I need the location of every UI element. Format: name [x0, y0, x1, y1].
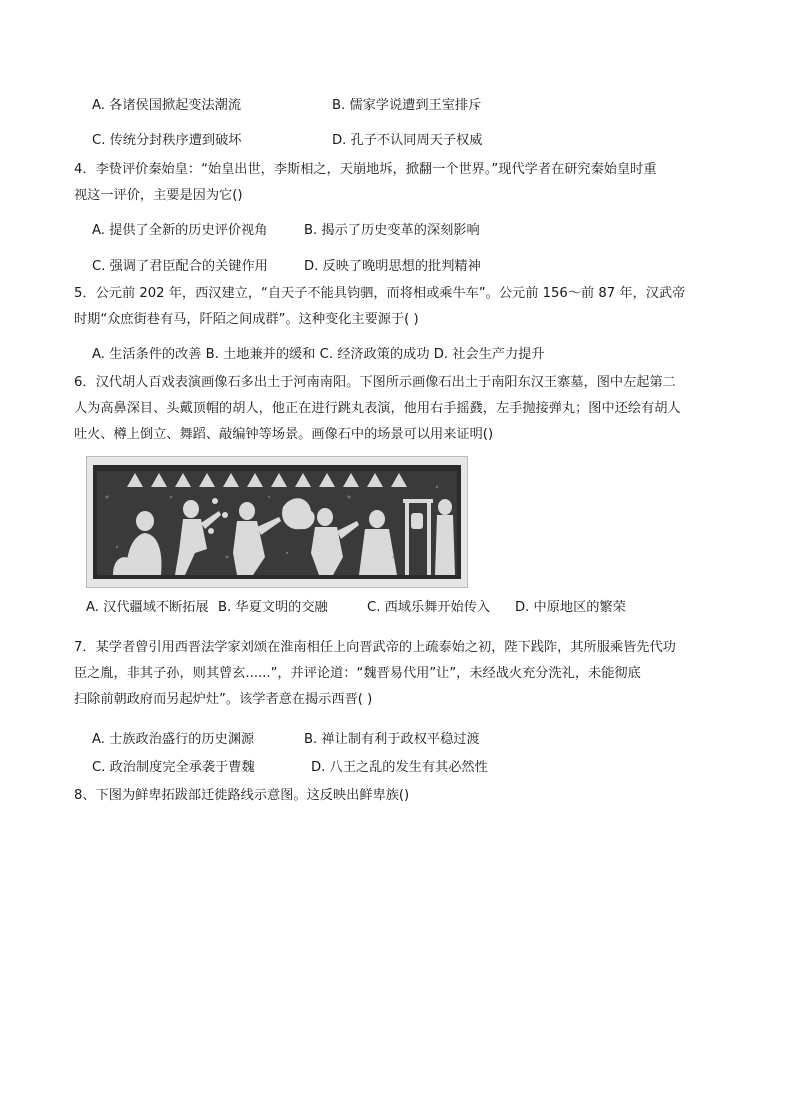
q6-option-b: B. 华夏文明的交融	[218, 600, 328, 615]
q6-option-c: C. 西域乐舞开始传入	[367, 600, 491, 615]
q4-option-b: B. 揭示了历史变革的深刻影响	[304, 223, 480, 238]
q7-option-a: A. 士族政治盛行的历史渊源	[92, 732, 255, 747]
q6-stem-line3: 吐火、樽上倒立、舞蹈、敲编钟等场景。画像石中的场景可以用来证明()	[74, 427, 494, 442]
q4-option-a: A. 提供了全新的历史评价视角	[92, 223, 268, 238]
q6-option-d: D. 中原地区的繁荣	[515, 600, 626, 615]
q7-option-b: B. 禅让制有利于政权平稳过渡	[304, 732, 480, 747]
relief-drawing	[87, 457, 467, 587]
q7-option-d: D. 八王之乱的发生有其必然性	[311, 760, 488, 775]
q5-options: A. 生活条件的改善 B. 土地兼并的缓和 C. 经济政策的成功 D. 社会生产力提升	[92, 347, 545, 362]
q7-stem-line1: 7．某学者曾引用西晋法学家刘颂在淮南相任上向晋武帝的上疏泰始之初，陛下践阼，其所服乘皆先代功	[74, 640, 676, 655]
q6-stem-line2: 人为高鼻深目、头戴顶帽的胡人，他正在进行跳丸表演，他用右手摇鼗，左手抛接弹丸；图中还绘有胡人	[74, 401, 681, 416]
han-stone-relief-image	[86, 456, 468, 588]
q7-stem-line3: 扫除前朝政府而另起炉灶”。该学者意在揭示西晋( )	[74, 692, 373, 707]
q4-stem-line2: 视这一评价，主要是因为它()	[74, 188, 243, 203]
q3-option-c: C. 传统分封秩序遭到破坏	[92, 133, 242, 148]
q4-option-d: D. 反映了晚明思想的批判精神	[304, 259, 481, 274]
q6-option-a: A. 汉代疆域不断拓展	[86, 600, 209, 615]
q3-option-d: D. 孔子不认同周天子权威	[332, 133, 483, 148]
q4-option-c: C. 强调了君臣配合的关键作用	[92, 259, 268, 274]
q3-option-b: B. 儒家学说遭到王室排斥	[332, 98, 482, 113]
q7-stem-line2: 臣之胤，非其子孙，则其曾玄......”，并评论道：“魏晋易代用”让”，未经战火充分洗礼，未能彻底	[74, 666, 641, 681]
q6-stem-line1: 6．汉代胡人百戏表演画像石多出土于河南南阳。下图所示画像石出土于南阳东汉王寨墓，图中左起第二	[74, 375, 676, 390]
q3-option-a: A. 各诸侯国掀起变法潮流	[92, 98, 242, 113]
q5-stem-line1: 5．公元前 202 年，西汉建立，“自天子不能具钧驷，而将相或乘牛车”。公元前 156～前 87 年，汉武帝	[74, 286, 686, 301]
q5-stem-line2: 时期“众庶街巷有马，阡陌之间成群”。这种变化主要源于( )	[74, 312, 419, 327]
q7-option-c: C. 政治制度完全承袭于曹魏	[92, 760, 255, 775]
q4-stem-line1: 4．李贽评价秦始皇：“始皇出世，李斯相之，天崩地坼，掀翻一个世界。”现代学者在研究秦始皇时重	[74, 162, 657, 177]
q8-stem-line1: 8、下图为鲜卑拓跋部迁徙路线示意图。这反映出鲜卑族()	[74, 788, 410, 803]
